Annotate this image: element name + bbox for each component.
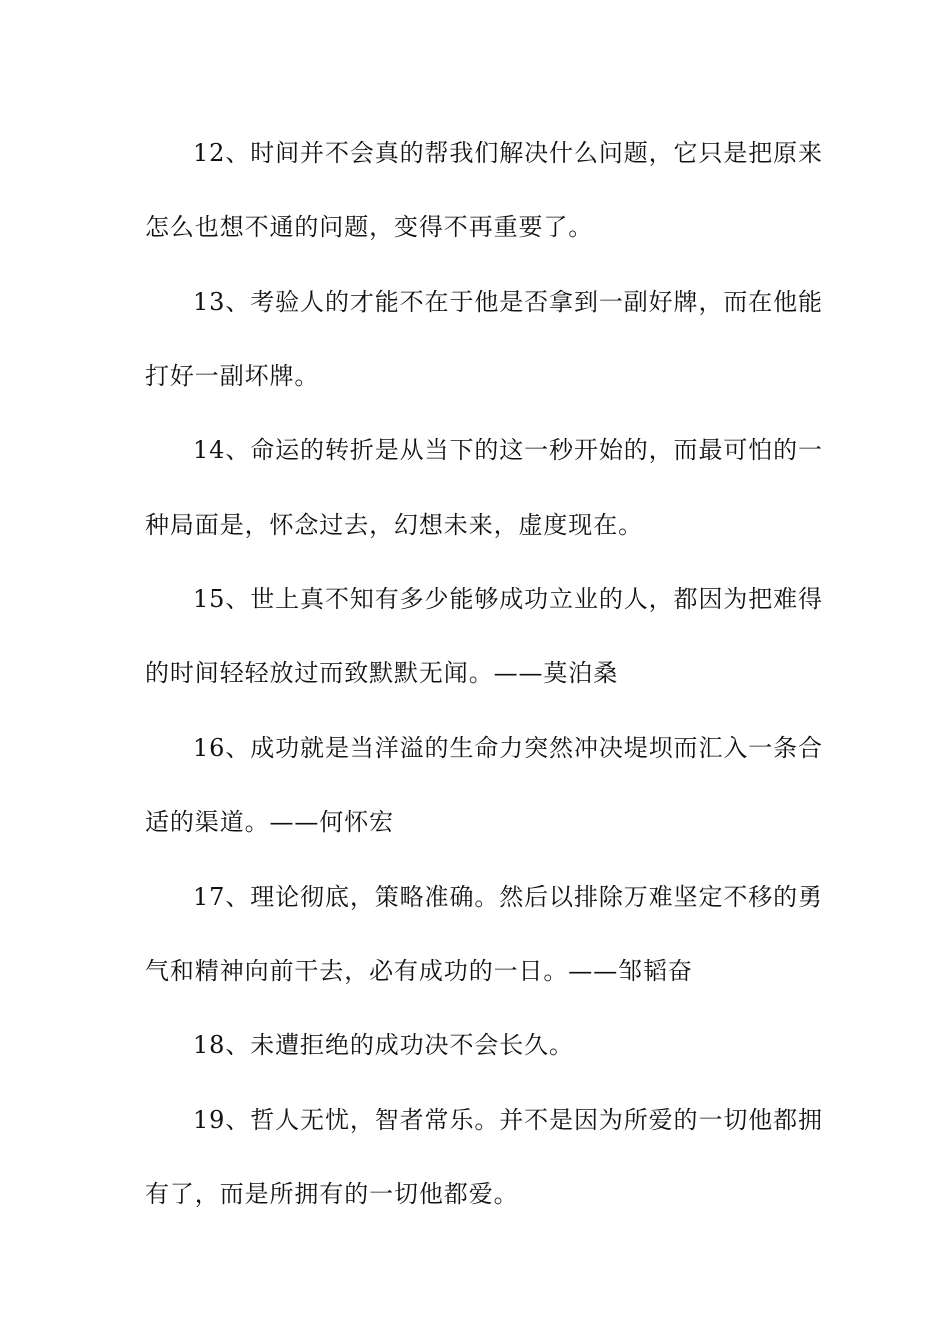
paragraph-13-line-2: 打好一副坏牌。 [145, 362, 320, 390]
paragraph-12-line-1: 12、时间并不会真的帮我们解决什么问题，它只是把原来 [193, 139, 823, 167]
paragraph-19-line-2: 有了，而是所拥有的一切他都爱。 [145, 1180, 519, 1208]
paragraph-16-line-1: 16、成功就是当洋溢的生命力突然冲决堤坝而汇入一条合 [193, 734, 823, 762]
paragraph-19-line-1: 19、哲人无忧，智者常乐。并不是因为所爱的一切他都拥 [193, 1106, 823, 1134]
paragraph-12-line-2: 怎么也想不通的问题，变得不再重要了。 [145, 213, 594, 241]
paragraph-18-line-1: 18、未遭拒绝的成功决不会长久。 [193, 1031, 574, 1059]
paragraph-13-line-1: 13、考验人的才能不在于他是否拿到一副好牌，而在他能 [193, 288, 823, 316]
paragraph-14-line-2: 种局面是，怀念过去，幻想未来，虚度现在。 [145, 511, 643, 539]
paragraph-16-line-2: 适的渠道。——何怀宏 [145, 808, 394, 836]
paragraph-17-line-1: 17、理论彻底，策略准确。然后以排除万难坚定不移的勇 [193, 883, 823, 911]
paragraph-17-line-2: 气和精神向前干去，必有成功的一日。——邹韬奋 [145, 957, 693, 985]
paragraph-15-line-1: 15、世上真不知有多少能够成功立业的人，都因为把难得 [193, 585, 823, 613]
paragraph-15-line-2: 的时间轻轻放过而致默默无闻。——莫泊桑 [145, 659, 619, 687]
paragraph-14-line-1: 14、命运的转折是从当下的这一秒开始的，而最可怕的一 [193, 436, 823, 464]
